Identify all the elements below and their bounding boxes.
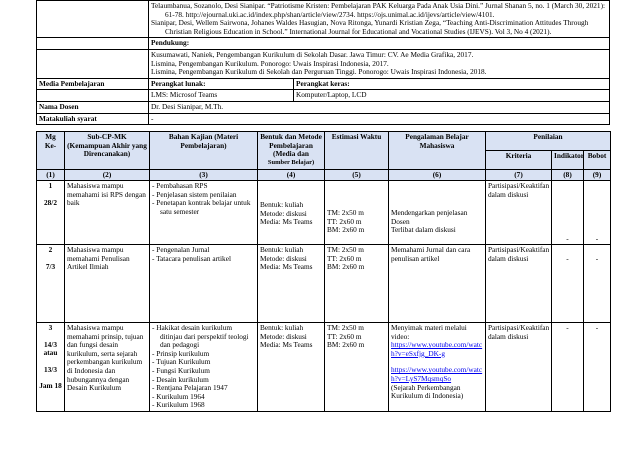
- material-item: - Hakikat desain kurikulum ditinjau dari perspektif teologi dan pedagogi: [152, 323, 249, 350]
- col-header-weight: Bobot: [584, 150, 611, 169]
- time-cell: [325, 245, 389, 323]
- material-item: - Kurikulum 1968: [152, 400, 205, 410]
- col-header-week: Mg Ke-: [37, 132, 65, 169]
- experience-line: Mendengarkan penjelasan Dosen: [391, 208, 468, 226]
- supporting-references-list: [149, 49, 610, 78]
- col-number: (3): [150, 169, 258, 181]
- material-cell: [150, 323, 258, 412]
- week-time: Jam 18: [39, 381, 62, 391]
- col-header-time: Estimasi Waktu: [325, 132, 389, 169]
- material-item: - Penetapan kontrak belajar untuk satu semester: [152, 198, 251, 216]
- method-line: Bentuk: kuliah: [260, 245, 304, 255]
- time-cell: [325, 323, 389, 412]
- indicator-cell: -: [552, 245, 584, 323]
- method-cell: [258, 323, 325, 412]
- software-label: Perangkat lunak:: [149, 78, 294, 90]
- week-date: 14/3: [44, 339, 57, 349]
- sub-cpmk-cell: Mahasiswa mampu memahami isi RPS dengan baik: [65, 181, 150, 245]
- table-row: [37, 181, 611, 245]
- week-date: 7/3: [45, 261, 56, 271]
- media-label: Media Pembelajaran: [37, 78, 149, 90]
- time-line: BM: 2x60 m: [327, 225, 365, 235]
- supporting-references: [149, 38, 610, 50]
- weight-cell: -: [584, 323, 611, 412]
- week-alt: atau: [43, 348, 58, 358]
- time-line: TT: 2x60 m: [327, 216, 362, 226]
- material-item: - Kurikulum 1964: [152, 391, 205, 401]
- col-number: (2): [65, 169, 150, 181]
- week-date-alt: 13/3: [44, 364, 57, 374]
- criteria-cell: Partisipasi/Keaktifan dalam diskusi: [486, 323, 552, 412]
- experience-cell: Memahami Jurnal dan cara penulisan artikel: [389, 245, 486, 323]
- time-line: TT: 2x60 m: [327, 253, 362, 263]
- lecturer-label: Nama Dosen: [37, 101, 149, 113]
- method-line: Media: Ms Teams: [260, 217, 313, 227]
- col-header-indicator: Indikator: [552, 150, 584, 169]
- week-cell: [37, 323, 65, 412]
- criteria-cell: Partisipasi/Keaktifan dalam diskusi: [486, 181, 552, 245]
- time-line: TM: 2x50 m: [327, 323, 364, 333]
- reference-entry: Telaumbanua, Sozanolo, Desi Sianipar. “Patriotisme Kristen: Pembelajaran PAK Keluarga Pada Anak Usia Dini.” Jurnal Shanan 5, no. 1 (March 30, 2021): 61-78. http://ejournal.uki.ac.id/index.php/shan/article/view/2734. https://ojs.unimal.ac.id/ijevs/article/view/4101.: [151, 1, 606, 19]
- col-header-method-sub: Sumber Belajar): [267, 158, 315, 166]
- time-line: TM: 2x50 m: [327, 245, 364, 255]
- material-item: - Rentjana Pelajaran 1947: [152, 383, 228, 393]
- rps-document: [36, 0, 610, 412]
- supporting-reference: Lismina, Pengembangan Kurikulum di Sekolah dan Perguruan Tinggi. Ponorogo: Uwais Inspirasi Indonesia, 2018.: [151, 67, 487, 77]
- info-table: [36, 0, 610, 125]
- col-number: (9): [584, 169, 611, 181]
- material-item: - Tujuan Kurikulum: [152, 357, 211, 367]
- col-number: (8): [552, 169, 584, 181]
- week-number: 1: [48, 181, 53, 191]
- col-header-assessment: Penilaian: [486, 132, 611, 151]
- method-line: Metode: diskusi: [260, 253, 307, 263]
- sub-cpmk-cell: Mahasiswa mampu memahami prinsip, tujuan dan fungsi desain kurikulum, serta sejarah perkembangan kurikulum di Indonesia dan hubungannya dengan Desain Kurikulum: [65, 323, 150, 412]
- material-item: - Pembahasan RPS: [152, 181, 208, 191]
- time-line: BM: 2x60 m: [327, 262, 365, 272]
- lecturer-value: Dr. Desi Sianipar, M.Th.: [149, 101, 610, 113]
- experience-cell: [389, 323, 486, 412]
- week-number: 2: [48, 245, 53, 255]
- method-line: Media: Ms Teams: [260, 340, 313, 350]
- criteria-cell: Partisipasi/Keaktifan dalam diskusi: [486, 245, 552, 323]
- week-cell: [37, 181, 65, 245]
- material-item: - Penjelasan sistem penilaian: [152, 189, 237, 199]
- col-header-method-text: Bentuk dan Metode Pembelajaran (Media dan: [260, 132, 322, 159]
- hardware-value: Komputer/Laptop, LCD: [294, 90, 610, 102]
- col-header-material: Bahan Kajian (Materi Pembelajaran): [150, 132, 258, 169]
- table-row: [37, 245, 611, 323]
- material-cell: [150, 181, 258, 245]
- col-number: (1): [37, 169, 65, 181]
- material-item: - Prinsip kurikulum: [152, 348, 210, 358]
- material-item: - Pengenalan Jurnal: [152, 245, 210, 255]
- software-value: LMS: Microsof Teams: [149, 90, 294, 102]
- prerequisite-value: -: [149, 113, 610, 125]
- main-references: [149, 1, 610, 38]
- method-line: Bentuk: kuliah: [260, 200, 304, 210]
- method-cell: [258, 245, 325, 323]
- col-number: (6): [389, 169, 486, 181]
- weekly-plan-table: [36, 131, 611, 412]
- material-item: - Desain kurikulum: [152, 374, 209, 384]
- prerequisite-label: Matakuliah syarat: [37, 113, 149, 125]
- week-cell: [37, 245, 65, 323]
- method-line: Metode: diskusi: [260, 331, 307, 341]
- pendukung-label-cell: [37, 38, 149, 50]
- col-number: (4): [258, 169, 325, 181]
- indicator-cell: -: [552, 181, 584, 245]
- indicator-cell: -: [552, 323, 584, 412]
- table-row: [37, 323, 611, 412]
- time-cell: [325, 181, 389, 245]
- experience-line: Terlibat dalam diskusi: [391, 225, 456, 235]
- sub-cpmk-cell: Mahasiswa mampu memahami Penulisan Artikel Ilmiah: [65, 245, 150, 323]
- material-item: - Tatacara penulisan artikel: [152, 253, 231, 263]
- video-link-2[interactable]: https://www.youtube.com/watch?v=LyS7MqsmqSo: [391, 365, 483, 384]
- experience-note: (Sejarah Perkembangan Kurikulum di Indonesia): [391, 382, 464, 401]
- method-line: Metode: diskusi: [260, 208, 307, 218]
- week-number: 3: [48, 323, 53, 333]
- time-line: TT: 2x60 m: [327, 331, 362, 341]
- experience-intro: Menyimak materi melalui video:: [391, 323, 467, 341]
- col-header-experience: Pengalaman Belajar Mahasiswa: [389, 132, 486, 169]
- column-number-row: [37, 169, 611, 181]
- col-number: (7): [486, 169, 552, 181]
- material-cell: [150, 245, 258, 323]
- col-header-sub-cpmk: Sub-CP-MK (Kemampuan Akhir yang Direncanakan): [65, 132, 150, 169]
- material-item: - Fungsi Kurikulum: [152, 366, 210, 376]
- col-header-method: [258, 132, 325, 169]
- pendukung-label: Pendukung:: [151, 38, 190, 48]
- time-line: TM: 2x50 m: [327, 208, 364, 218]
- col-number: (5): [325, 169, 389, 181]
- weight-cell: -: [584, 181, 611, 245]
- reference-entry: Sianipar, Desi, Wellem Sairwona, Johanes Waldes Hasugian, Nova Ritonga, Yunardi Kristian Zega, “Teaching Anti-Discrimination Attitudes Through Christian Religious Education in School.” International Journal for Educational and Vocational Studies (IJEVS). Vol 3, No 4 (2021).: [151, 18, 589, 36]
- method-line: Bentuk: kuliah: [260, 323, 304, 333]
- media-empty-cell: [37, 90, 149, 102]
- hardware-label: Perangkat keras:: [294, 78, 610, 90]
- refs-label-cell: [37, 1, 149, 38]
- video-link-1[interactable]: https://www.youtube.com/watch?v=eSxfjg_DK-g: [391, 340, 483, 358]
- method-cell: [258, 181, 325, 245]
- supporting-reference: Lismina, Pengembangan Kurikulum. Ponorogo: Uwais Inspirasi Indonesia, 2017.: [151, 58, 389, 68]
- time-line: BM: 2x60 m: [327, 340, 365, 350]
- pendukung-list-label-cell: [37, 49, 149, 78]
- experience-cell: [389, 181, 486, 245]
- weight-cell: -: [584, 245, 611, 323]
- supporting-reference: Kusumawati, Naniek, Pengembangan Kurikulum di Sekolah Dasar. Jawa Timur: CV. Ae Media Grafika, 2017.: [151, 49, 474, 59]
- method-line: Media: Ms Teams: [260, 262, 313, 272]
- week-date: 28/2: [44, 197, 57, 207]
- col-header-criteria: Kriteria: [486, 150, 552, 169]
